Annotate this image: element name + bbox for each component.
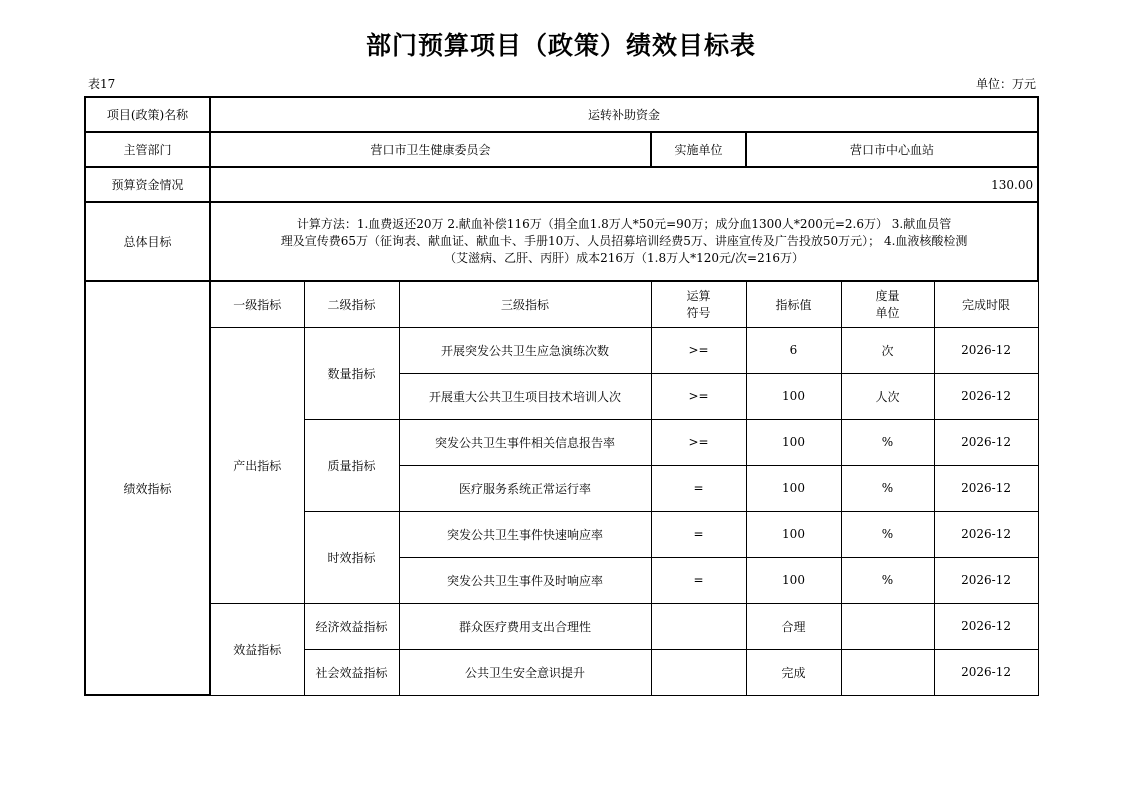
indicator-operator: >= <box>651 419 746 465</box>
quantity-indicator: 数量指标 <box>304 327 399 419</box>
department-row <box>85 132 1038 167</box>
project-label: 项目(政策)名称 <box>85 97 210 132</box>
indicator-name: 突发公共卫生事件相关信息报告率 <box>399 419 651 465</box>
department-label: 主管部门 <box>85 132 210 167</box>
indicator-unit <box>841 649 934 695</box>
indicator-unit: % <box>841 419 934 465</box>
indicator-name: 公共卫生安全意识提升 <box>399 649 651 695</box>
unit-label: 单位：万元 <box>975 77 1036 91</box>
indicator-deadline: 2026-12 <box>934 419 1038 465</box>
indicator-deadline: 2026-12 <box>934 649 1038 695</box>
social-indicator: 社会效益指标 <box>304 649 399 695</box>
indicator-deadline: 2026-12 <box>934 373 1038 419</box>
budget-value: 130.00 <box>210 167 1038 202</box>
indicator-deadline: 2026-12 <box>934 511 1038 557</box>
budget-row <box>85 167 1038 202</box>
indicator-value: 100 <box>746 373 841 419</box>
header-operator-line2: 符号 <box>686 306 711 321</box>
benefit-indicator: 效益指标 <box>210 603 304 695</box>
header-deadline: 完成时限 <box>934 281 1038 327</box>
table-number: 表17 <box>88 77 116 91</box>
indicator-operator <box>651 649 746 695</box>
header-operator <box>651 281 746 327</box>
project-value: 运转补助资金 <box>210 97 1038 132</box>
indicator-value: 完成 <box>746 649 841 695</box>
goal-line: 计算方法：1.血费返还20万 2.献血补偿116万（捐全血1.8万人*50元=90万；成分血1300人*200元=2.6万） 3.献血员管 <box>296 217 952 231</box>
table-row <box>85 327 1038 373</box>
indicator-operator: = <box>651 557 746 603</box>
table-row <box>85 603 1038 649</box>
indicator-unit: % <box>841 511 934 557</box>
timeliness-indicator: 时效指标 <box>304 511 399 603</box>
indicator-value: 100 <box>746 511 841 557</box>
indicator-operator: >= <box>651 327 746 373</box>
indicator-value: 100 <box>746 419 841 465</box>
page-title: 部门预算项目（政策）绩效目标表 <box>365 31 756 60</box>
header-level1: 一级指标 <box>210 281 304 327</box>
goal-row <box>85 202 1038 281</box>
indicator-operator: = <box>651 465 746 511</box>
indicator-value: 100 <box>746 557 841 603</box>
header-unit <box>841 281 934 327</box>
goal-line: 理及宣传费65万（征询表、献血证、献血卡、手册10万、人员招募培训经费5万、讲座宣传及广告投放50万元）； 4.血液核酸检测 <box>280 234 968 248</box>
indicator-unit: % <box>841 557 934 603</box>
indicator-operator: = <box>651 511 746 557</box>
perf-label: 绩效指标 <box>85 281 210 695</box>
goal-line: （艾滋病、乙肝、丙肝）成本216万（1.8万人*120元/次=216万） <box>444 251 804 265</box>
department-value: 营口市卫生健康委员会 <box>210 132 651 167</box>
indicator-unit: % <box>841 465 934 511</box>
header-unit-line1: 度量 <box>875 289 900 304</box>
implementer-label: 实施单位 <box>651 132 746 167</box>
goal-label: 总体目标 <box>85 202 210 281</box>
header-level2: 二级指标 <box>304 281 399 327</box>
indicator-deadline: 2026-12 <box>934 327 1038 373</box>
indicator-name: 开展重大公共卫生项目技术培训人次 <box>399 373 651 419</box>
performance-goal-table <box>84 96 1039 696</box>
indicator-name: 突发公共卫生事件快速响应率 <box>399 511 651 557</box>
indicator-name: 医疗服务系统正常运行率 <box>399 465 651 511</box>
indicator-name: 开展突发公共卫生应急演练次数 <box>399 327 651 373</box>
output-indicator: 产出指标 <box>210 327 304 603</box>
header-level3: 三级指标 <box>399 281 651 327</box>
indicator-value: 100 <box>746 465 841 511</box>
indicator-unit: 人次 <box>841 373 934 419</box>
indicator-name: 群众医疗费用支出合理性 <box>399 603 651 649</box>
indicator-unit: 次 <box>841 327 934 373</box>
project-row <box>85 97 1038 132</box>
indicator-name: 突发公共卫生事件及时响应率 <box>399 557 651 603</box>
economic-indicator: 经济效益指标 <box>304 603 399 649</box>
header-value: 指标值 <box>746 281 841 327</box>
indicator-unit <box>841 603 934 649</box>
quality-indicator: 质量指标 <box>304 419 399 511</box>
indicator-deadline: 2026-12 <box>934 557 1038 603</box>
header-row <box>85 281 1038 327</box>
indicator-deadline: 2026-12 <box>934 603 1038 649</box>
indicator-value: 合理 <box>746 603 841 649</box>
implementer-value: 营口市中心血站 <box>746 132 1038 167</box>
indicator-value: 6 <box>746 327 841 373</box>
budget-label: 预算资金情况 <box>85 167 210 202</box>
header-unit-line2: 单位 <box>875 306 900 321</box>
indicator-operator: >= <box>651 373 746 419</box>
indicator-operator <box>651 603 746 649</box>
header-operator-line1: 运算 <box>686 289 711 304</box>
indicator-deadline: 2026-12 <box>934 465 1038 511</box>
goal-text <box>210 202 1038 281</box>
